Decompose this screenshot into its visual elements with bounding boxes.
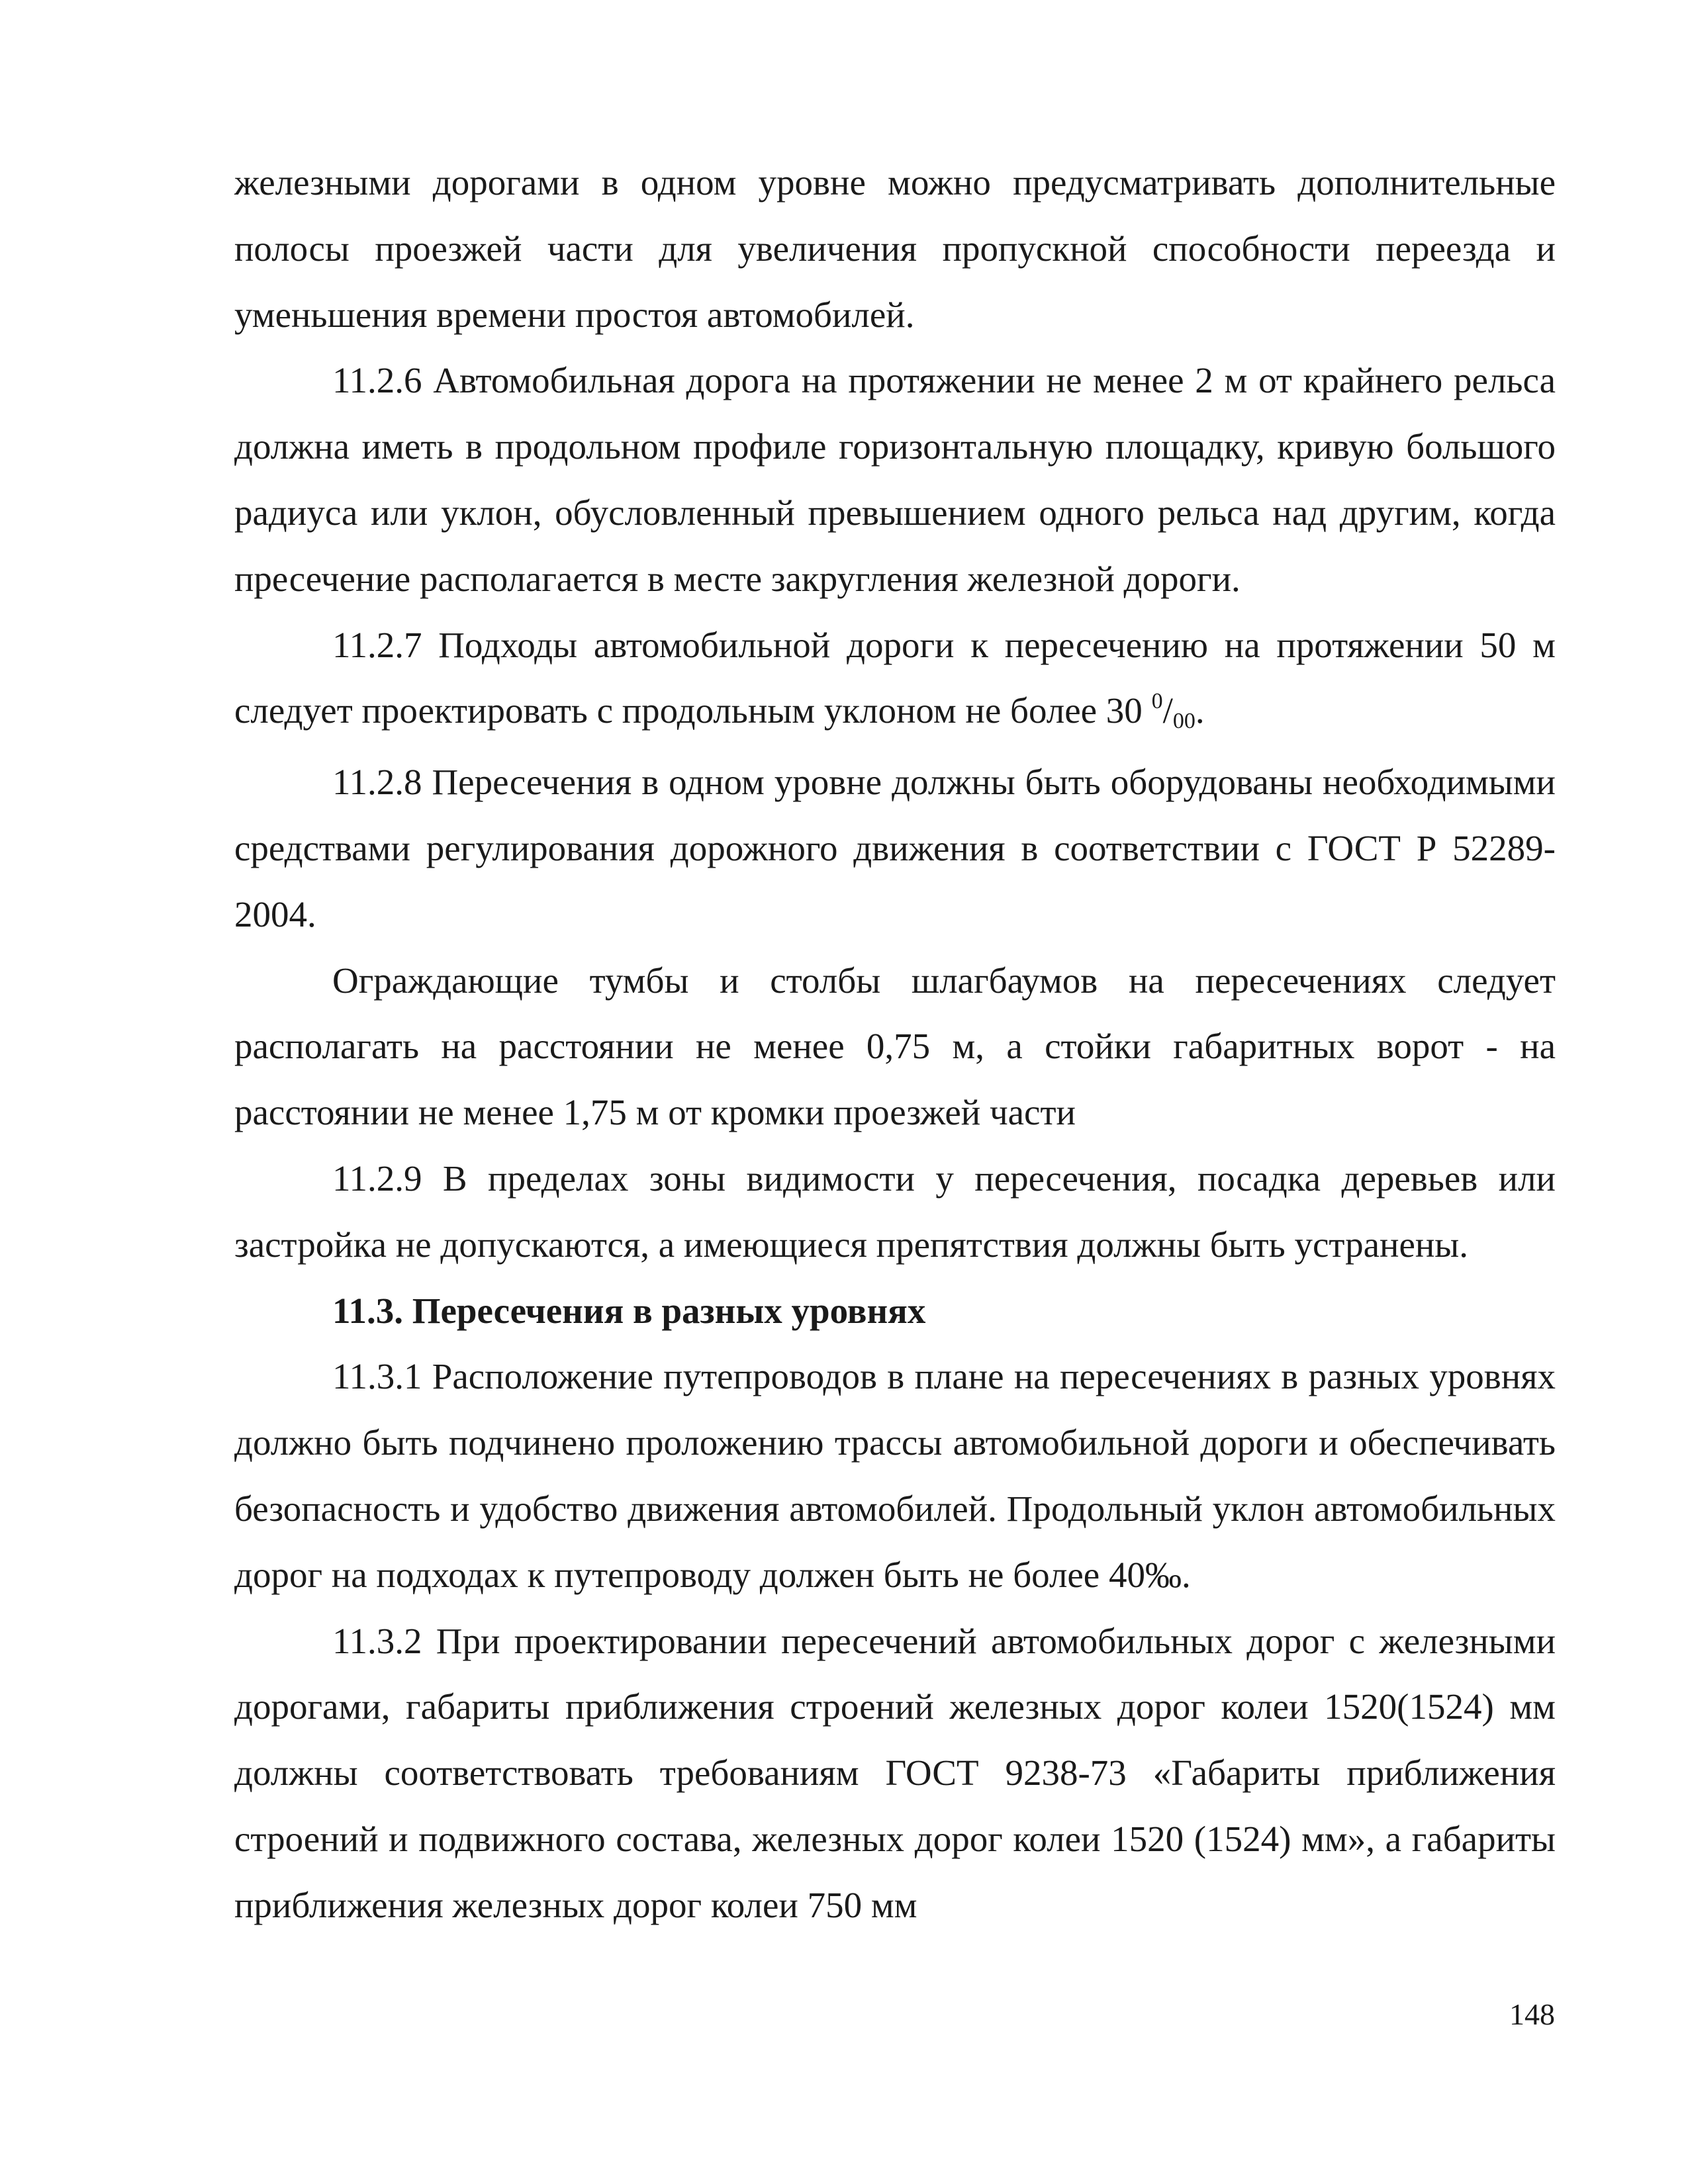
- paragraph-11-2-6: 11.2.6 Автомобильная дорога на протяжении не менее 2 м от крайнего рельса должна иметь в продольном профиле горизонтальную площадку, кривую большого радиуса или уклон, обусловленный превышением одного рельса над другим, когда пресечение располагается в месте закругления железной дороги.: [234, 360, 1556, 599]
- permille-superscript: 0: [1151, 689, 1163, 714]
- section-heading-11-3: 11.3. Пересечения в разных уровнях: [332, 1290, 926, 1331]
- paragraph-11-2-7-text: 11.2.7 Подходы автомобильной дороги к пересечению на протяжении 50 м следует проектировать с продольным уклоном не более 30: [234, 624, 1556, 731]
- paragraph-11-3-1: 11.3.1 Расположение путепроводов в плане на пересечениях в разных уровнях должно быть подчинено проложению трассы автомобильной дороги и обеспечивать безопасность и удобство движения автомобилей. Продольный уклон автомобильных дорог на подходах к путепроводу должен быть не более 40‰.: [234, 1356, 1556, 1595]
- paragraph-11-2-7-end: .: [1195, 690, 1205, 731]
- paragraph-11-2-8: 11.2.8 Пересечения в одном уровне должны быть оборудованы необходимыми средствами регулирования дорожного движения в соответствии с ГОСТ Р 52289-2004.: [234, 762, 1556, 934]
- permille-subscript: 00: [1172, 709, 1196, 734]
- paragraph-barriers: Ограждающие тумбы и столбы шлагбаумов на пересечениях следует располагать на расстоянии не менее 0,75 м, а стойки габаритных ворот - на расстоянии не менее 1,75 м от кромки проезжей части: [234, 960, 1556, 1133]
- paragraph-11-2-9: 11.2.9 В пределах зоны видимости у пересечения, посадка деревьев или застройка не допускаются, а имеющиеся препятствия должны быть устранены.: [234, 1158, 1556, 1265]
- paragraph-continuation: железными дорогами в одном уровне можно предусматривать дополнительные полосы проезжей части для увеличения пропускной способности переезда и уменьшения времени простоя автомобилей.: [234, 162, 1556, 335]
- paragraph-11-3-2: 11.3.2 При проектировании пересечений автомобильных дорог с железными дорогами, габариты приближения строений железных дорог колеи 1520(1524) мм должны соответствовать требованиям ГОСТ 9238-73 «Габариты приближения строений и подвижного состава, железных дорог колеи 1520 (1524) мм», а габариты приближения железных дорог колеи 750 мм: [234, 1620, 1556, 1925]
- page-number: 148: [1509, 1997, 1555, 2031]
- page-body: [234, 150, 1556, 1938]
- permille-slash: /: [1162, 690, 1173, 731]
- paragraph-11-2-7: [234, 612, 1556, 750]
